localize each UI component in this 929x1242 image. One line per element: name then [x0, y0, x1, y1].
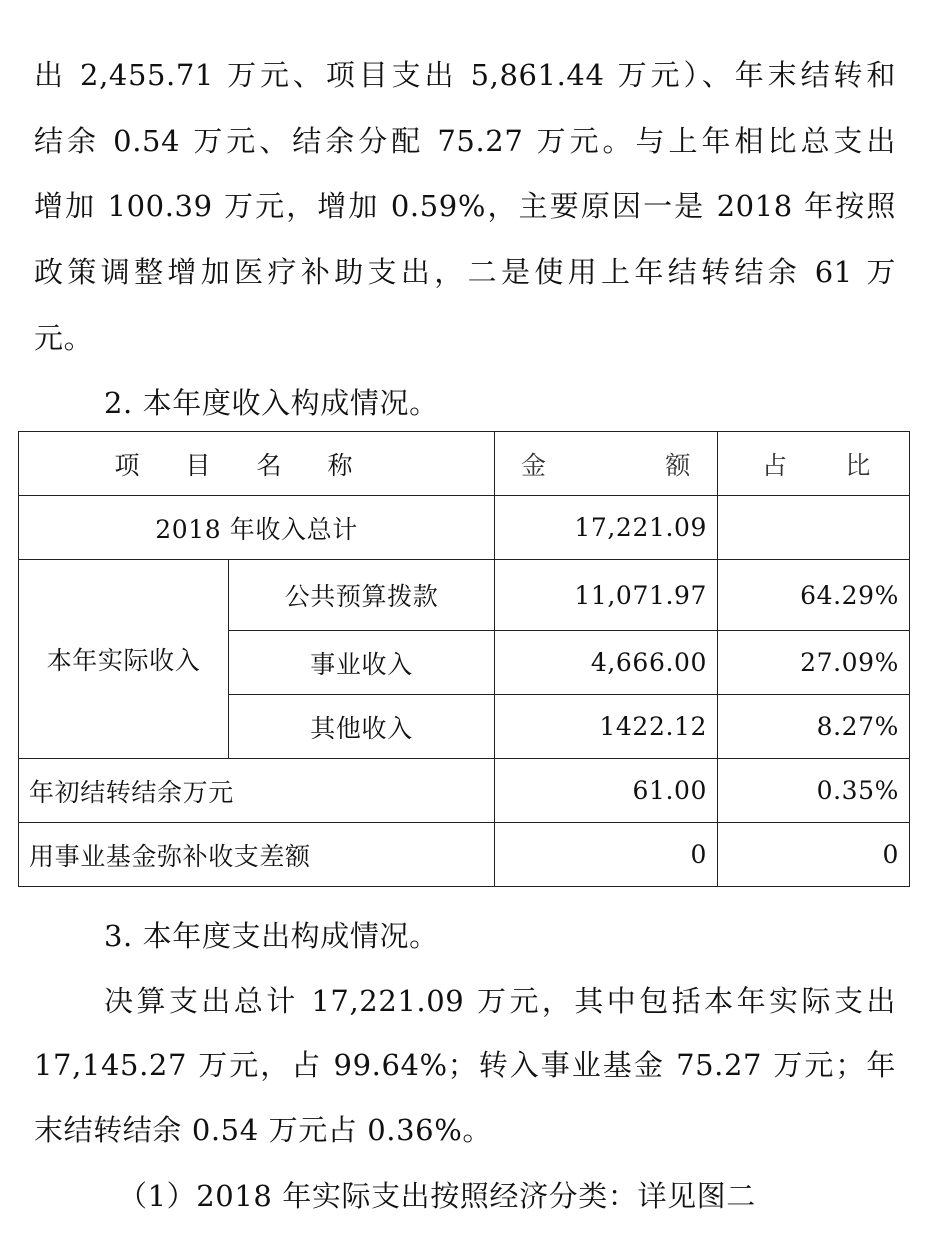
header-ratio: 占比 — [718, 432, 910, 496]
row-label: 用事业基金弥补收支差额 — [19, 823, 495, 887]
paragraph-line: 末结转结余 0.54 万元占 0.36%。 — [34, 1113, 492, 1147]
table-row — [19, 759, 910, 823]
total-ratio — [718, 496, 910, 560]
table-row — [19, 823, 910, 887]
paragraph-line: 增加 100.39 万元，增加 0.59%，主要原因一是 2018 年按照 — [34, 189, 896, 223]
row-label: 事业收入 — [229, 631, 495, 695]
subsection-heading: （1）2018 年实际支出按照经济分类：详见图二 — [118, 1179, 756, 1213]
header-name: 项目名称 — [19, 432, 495, 496]
row-label: 年初结转结余万元 — [19, 759, 495, 823]
section-heading: 3. 本年度支出构成情况。 — [104, 919, 439, 953]
total-label: 2018 年收入总计 — [19, 496, 495, 560]
table-row — [19, 560, 910, 631]
row-amount: 61.00 — [495, 759, 718, 823]
paragraph-line: 出 2,455.71 万元、项目支出 5,861.44 万元）、年末结转和 — [34, 58, 896, 92]
section-heading: 2. 本年度收入构成情况。 — [104, 386, 439, 420]
paragraph-line: 结余 0.54 万元、结余分配 75.27 万元。与上年相比总支出 — [34, 124, 896, 158]
group-label: 本年实际收入 — [19, 560, 229, 759]
paragraph-line: 决算支出总计 17,221.09 万元，其中包括本年实际支出 — [104, 984, 896, 1018]
row-label: 其他收入 — [229, 695, 495, 759]
row-ratio: 64.29% — [718, 560, 910, 631]
header-amount: 金额 — [495, 432, 718, 496]
row-ratio: 0.35% — [718, 759, 910, 823]
row-label: 公共预算拨款 — [229, 560, 495, 631]
total-amount: 17,221.09 — [495, 496, 718, 560]
paragraph-line: 17,145.27 万元，占 99.64%；转入事业基金 75.27 万元；年 — [34, 1048, 896, 1082]
row-amount: 11,071.97 — [495, 560, 718, 631]
income-table — [18, 431, 910, 887]
row-ratio: 0 — [718, 823, 910, 887]
table-header-row — [19, 432, 910, 496]
row-amount: 4,666.00 — [495, 631, 718, 695]
row-amount: 1422.12 — [495, 695, 718, 759]
row-ratio: 27.09% — [718, 631, 910, 695]
paragraph-line: 元。 — [34, 321, 94, 355]
table-row — [19, 496, 910, 560]
paragraph-line: 政策调整增加医疗补助支出，二是使用上年结转结余 61 万 — [34, 255, 896, 289]
row-ratio: 8.27% — [718, 695, 910, 759]
row-amount: 0 — [495, 823, 718, 887]
